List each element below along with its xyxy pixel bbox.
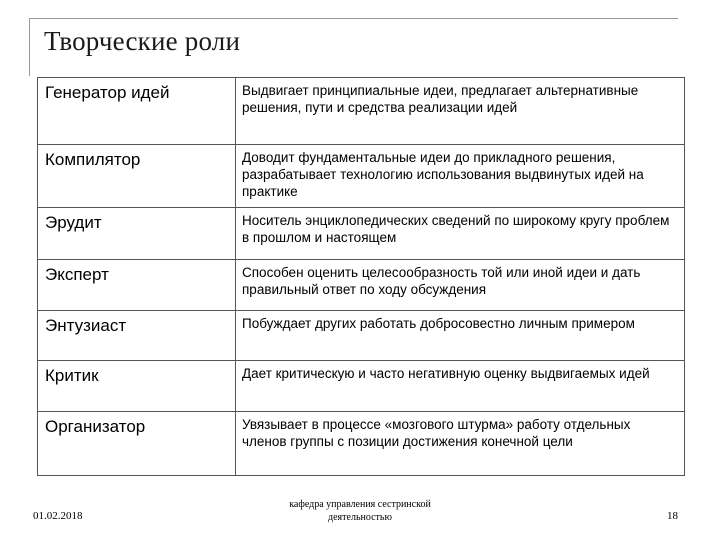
footer-department-line: кафедра управления сестринской [289,499,431,510]
role-description: Побуждает других работать добросовестно личным примером [236,311,685,361]
title-frame-left-line [29,18,30,76]
table-row [38,208,685,260]
role-name: Эксперт [38,260,236,311]
role-description: Носитель энциклопедических сведений по широкому кругу проблем в прошлом и настоящем [236,208,685,260]
table-row [38,260,685,311]
role-name: Энтузиаст [38,311,236,361]
role-name: Эрудит [38,208,236,260]
table-row [38,145,685,208]
footer-department [260,498,460,524]
footer-page-number: 18 [667,510,678,522]
role-description: Доводит фундаментальные идеи до прикладного решения, разрабатывает технологию использования выдвинутых идей на практике [236,145,685,208]
table-row [38,412,685,476]
role-name: Критик [38,361,236,412]
role-description: Увязывает в процессе «мозгового штурма» работу отдельных членов группы с позиции достижения конечной цели [236,412,685,476]
table-row [38,78,685,145]
role-name: Организатор [38,412,236,476]
table-row [38,361,685,412]
roles-table [37,77,685,476]
role-description: Выдвигает принципиальные идеи, предлагает альтернативные решения, пути и средства реализации идей [236,78,685,145]
role-name: Генератор идей [38,78,236,145]
slide-title: Творческие роли [44,26,241,56]
table-row [38,311,685,361]
role-name: Компилятор [38,145,236,208]
role-description: Дает критическую и часто негативную оценку выдвигаемых идей [236,361,685,412]
footer-department-line: деятельностью [328,512,392,523]
role-description: Способен оценить целесообразность той или иной идеи и дать правильный ответ по ходу обсуждения [236,260,685,311]
title-frame-top-line [29,18,678,19]
footer-date: 01.02.2018 [33,510,83,522]
